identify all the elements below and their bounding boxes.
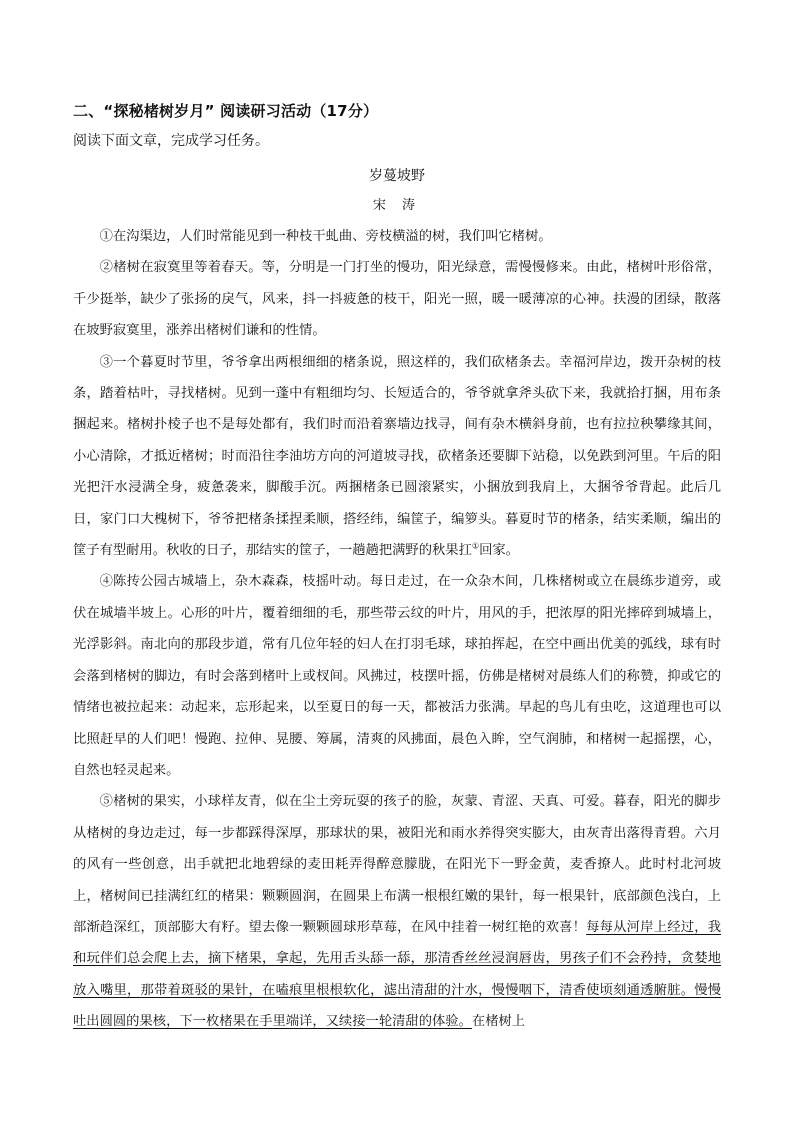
article-author: 宋 涛 bbox=[372, 198, 422, 213]
paragraph-3 bbox=[73, 347, 721, 567]
paragraph-5-text: ⑤楮树的果实，小球样友青，似在尘土旁玩耍的孩子的脸，灰蒙、青涩、天真、可爱。暮春，阳光的脚步从楮树的身边走过，每一步都踩得深厚，那球状的果，被阳光和雨水养得突实膨大，由灰青出落得青碧。六月的风有一些创意，出手就把北地碧绿的麦田耗弄得醉意朦胧，在阳光下一野金黄，麦香撩人。此时村北河坡上，楮树间已挂满红红的楮果：颗颗圆润，在圆果上布满一根根红嫩的果针，每一根果针，底部颜色浅白，上部渐趋深红，顶部膨大有籽。望去像一颗颗圆球形草莓，在风中挂着一树红艳的欢喜！ bbox=[73, 794, 721, 935]
underlined-passage: 每每从河岸上经过，我和玩伴们总会爬上去，摘下楮果，拿起，先用舌头舔一舔，那清香丝丝浸润唇齿，男孩子们不会矜持，贪婪地放入嘴里，那带着斑驳的果针，在嗑痕里根根软化，滤出清甜的汁水，慢慢咽下，清香使顷刻通透腑脏。慢慢吐出圆圆的果核，下一枚楮果在手里端详，又续接一轮清甜的体验。 bbox=[73, 919, 722, 1030]
paragraph-1: ①在沟渠边，人们时常能见到一种枝干虬曲、旁枝横溢的树，我们叫它楮树。 bbox=[99, 229, 552, 244]
footnote-marker: ① bbox=[471, 541, 480, 551]
article-title: 岁蔓坡野 bbox=[369, 168, 425, 184]
paragraph-3-text: ③一个暮夏时节里，爷爷拿出两根细细的楮条说，照这样的，我们砍楮条去。幸福河岸边，拨开杂树的枝条，踏着枯叶，寻找楮树。见到一蓬中有粗细均匀、长短适合的，爷爷就拿斧头砍下来，我就拾打捆，用布条捆起来。楮树扑棱子也不是每处都有，我们时而沿着寨墙边找寻，间有杂木横斜身前，也有拉拉秧攀缘其间，小心清除，才抵近楮树；时而沿往李油坊方向的河道坡寻找，砍楮条还要脚下站稳，以免跌到河里。午后的阳光把汗水浸满全身，疲惫袭来，脚酸手沉。两捆楮条已圆滚紧实，小捆放到我肩上，大捆爷爷背起。此后几日，家门口大槐树下，爷爷把楮条揉捏柔顺，搭经纬，编筐子，编箩头。暮夏时节的楮条，结实柔顺，编出的筐子有型耐用。秋收的日子，那结实的筐子，一趟趟把满野的秋果扛 bbox=[73, 354, 721, 559]
paragraph-5-tail: 在楮树上 bbox=[471, 1014, 526, 1030]
paragraph-3-end: 回家。 bbox=[479, 543, 519, 559]
paragraph-2: ②楮树在寂寞里等着春天。等，分明是一门打坐的慢功，阳光绿意，需慢慢修来。由此，楮树叶形俗常，千少挺举，缺少了张扬的戾气，风来，抖一抖疲惫的枝干，阳光一照，暖一暖薄凉的心神。扶漫的团绿，散落在坡野寂寞里，涨养出楮树们谦和的性情。 bbox=[73, 260, 721, 339]
section-heading: 二、“探秘楮树岁月” 阅读研习活动（17分） bbox=[73, 102, 379, 120]
paragraph-5 bbox=[73, 786, 721, 1037]
article-body bbox=[73, 221, 721, 1038]
paragraph-4: ④陈抟公园古城墙上，杂木森森，枝摇叶动。每日走过，在一众杂木间，几株楮树或立在晨练步道旁，或伏在城墙半坡上。心形的叶片，覆着细细的毛，那些带云纹的叶片，用风的手，把浓厚的阳光摔碎到城墙上，光浮影斜。南北向的那段步道，常有几位年轻的妇人在打羽毛球，球拍挥起，在空中画出优美的弧线，球有时会落到楮树的脚边，有时会落到楮叶上或杈间。风拂过，枝摆叶摇，仿佛是楮树对晨练人们的称赞，抑或它的情绪也被拉起来：动起来，忘形起来，以至夏日的每一天，都被活力张满。早起的鸟儿有虫吃，这道理也可以比照赶早的人们吧！慢跑、拉伸、晃腰、筹属，清爽的风拂面，晨色入眸，空气润肺，和楮树一起摇摆，心，自然也轻灵起来。 bbox=[73, 574, 721, 778]
reading-instruction: 阅读下面文章，完成学习任务。 bbox=[73, 133, 269, 149]
